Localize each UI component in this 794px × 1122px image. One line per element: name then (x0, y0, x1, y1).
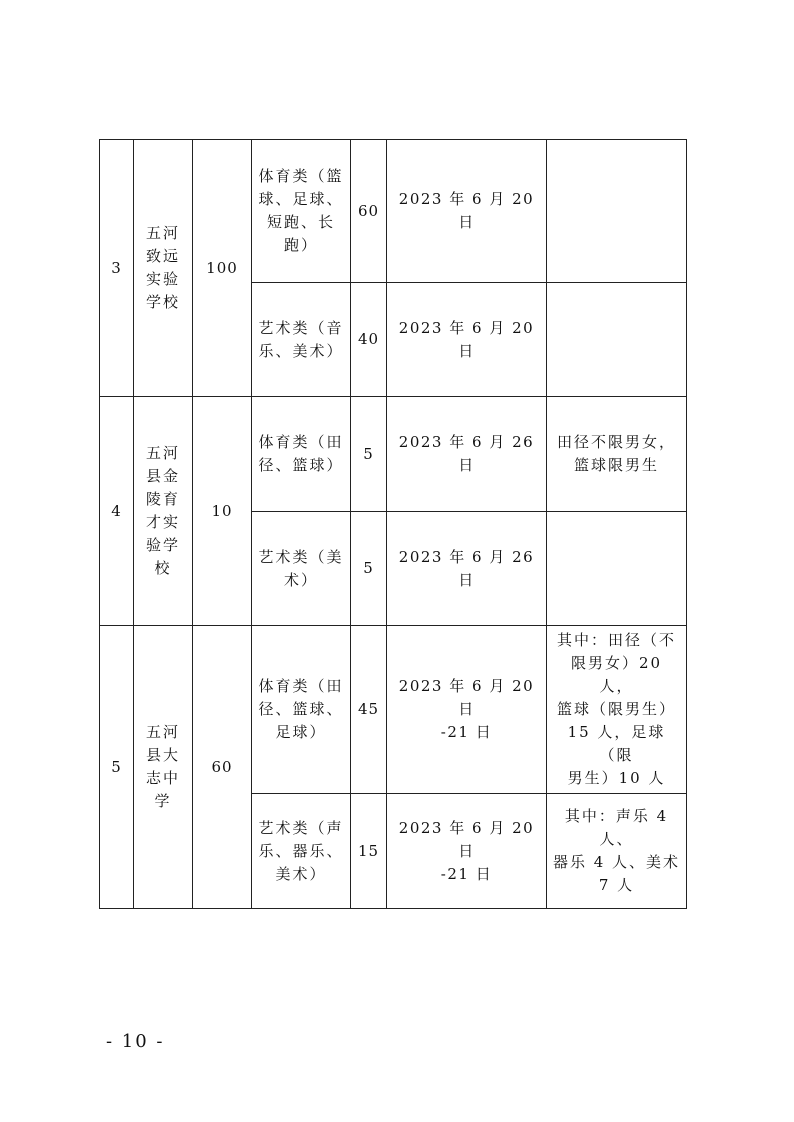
category-count: 5 (351, 512, 387, 626)
category-count: 60 (351, 140, 387, 283)
remark: 田径不限男女， 篮球限男生 (547, 397, 687, 512)
school-name: 五河 致远 实验 学校 (134, 140, 193, 397)
remark (547, 140, 687, 283)
school-name: 五河 县金 陵育 才实 验学 校 (134, 397, 193, 626)
category-count: 5 (351, 397, 387, 512)
test-date: 2023 年 6 月 20 日 -21 日 (387, 626, 547, 794)
row-index: 3 (100, 140, 134, 397)
category: 体育类（田 径、篮球） (252, 397, 351, 512)
category: 艺术类（美 术） (252, 512, 351, 626)
page-number: - 10 - (106, 1031, 165, 1052)
test-date: 2023 年 6 月 20 日 -21 日 (387, 794, 547, 909)
category-count: 15 (351, 794, 387, 909)
category: 艺术类（音 乐、美术） (252, 283, 351, 397)
remark: 其中：田径（不 限男女）20 人， 篮球（限男生） 15 人，足球（限 男生）10 人 (547, 626, 687, 794)
test-date: 2023 年 6 月 20 日 (387, 140, 547, 283)
category: 体育类（田 径、篮球、 足球） (252, 626, 351, 794)
remark: 其中：声乐 4 人、 器乐 4 人、美术 7 人 (547, 794, 687, 909)
total-quota: 10 (193, 397, 252, 626)
category: 艺术类（声 乐、器乐、 美术） (252, 794, 351, 909)
remark (547, 512, 687, 626)
category: 体育类（篮 球、足球、 短跑、长 跑） (252, 140, 351, 283)
category-count: 40 (351, 283, 387, 397)
school-name: 五河 县大 志中 学 (134, 626, 193, 909)
test-date: 2023 年 6 月 20 日 (387, 283, 547, 397)
table-row (100, 140, 687, 283)
table-row (100, 626, 687, 794)
test-date: 2023 年 6 月 26 日 (387, 512, 547, 626)
total-quota: 100 (193, 140, 252, 397)
remark (547, 283, 687, 397)
total-quota: 60 (193, 626, 252, 909)
row-index: 5 (100, 626, 134, 909)
category-count: 45 (351, 626, 387, 794)
row-index: 4 (100, 397, 134, 626)
test-date: 2023 年 6 月 26 日 (387, 397, 547, 512)
enrollment-table (99, 139, 687, 909)
table-row (100, 397, 687, 512)
